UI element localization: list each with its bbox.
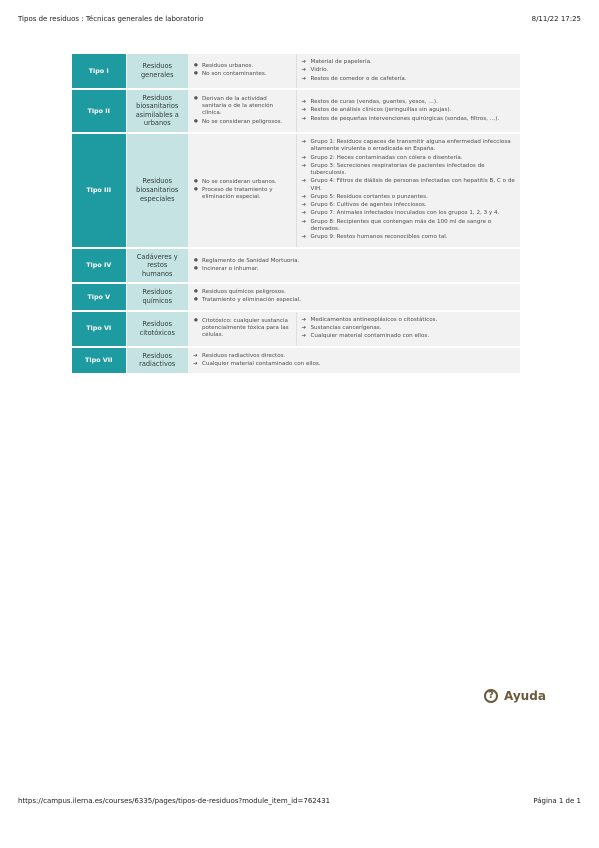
waste-type-name: Residuos generales — [126, 54, 188, 89]
example-item: ➔ Grupo 3: Secreciones respiratorias de pacientes infectados de tuberculosis. — [302, 163, 516, 178]
table-row — [72, 347, 520, 375]
description-item: ● Proceso de tratamiento y eliminación especial. — [193, 187, 291, 202]
waste-type-examples — [296, 133, 520, 247]
example-item: ➔ Grupo 2: Heces contaminadas con cólera o disentería. — [302, 155, 516, 162]
description-item: ● No se consideran peligrosos. — [193, 119, 291, 126]
description-item: ● Tratamiento y eliminación especial. — [193, 297, 515, 304]
print-footer-page: Página 1 de 1 — [533, 797, 581, 805]
waste-type-name: Residuos citotóxicos — [126, 311, 188, 347]
example-item: ➔ Grupo 9: Restos humanos reconocibles como tal. — [302, 234, 516, 241]
example-item: ➔ Restos de pequeñas intervenciones quirúrgicas (sondas, filtros, …). — [302, 116, 516, 123]
description-item: ● Residuos urbanos. — [193, 63, 291, 70]
description-item: ● Reglamento de Sanidad Mortuoria. — [193, 258, 515, 265]
examples-list — [302, 139, 516, 241]
examples-list — [302, 59, 516, 83]
waste-type-description — [188, 248, 520, 284]
waste-type-code: Tipo VI — [72, 311, 126, 347]
description-item: ● No se consideran urbanos. — [193, 179, 291, 186]
description-item: ● Citotóxico: cualquier sustancia potencialmente tóxica para las células. — [193, 318, 291, 340]
waste-type-description — [188, 89, 296, 133]
example-item: ➔ Grupo 1: Residuos capaces de transmitir alguna enfermedad infecciosa altamente virulenta o erradicada en España. — [302, 139, 516, 154]
description-item: ➔ Residuos radiactivos directos. — [193, 353, 515, 360]
description-list — [193, 289, 515, 305]
waste-type-examples — [296, 54, 520, 89]
table-row — [72, 89, 520, 133]
waste-type-name: Cadáveres y restos humanos — [126, 248, 188, 284]
waste-type-name: Residuos biosanitarios asimilables a urbanos — [126, 89, 188, 133]
waste-type-code: Tipo I — [72, 54, 126, 89]
waste-type-examples — [296, 311, 520, 347]
example-item: ➔ Grupo 5: Residuos cortantes o punzantes. — [302, 194, 516, 201]
waste-types-table — [72, 54, 520, 375]
waste-type-description — [188, 311, 296, 347]
description-item: ➔ Cualquier material contaminado con ellos. — [193, 361, 515, 368]
description-list — [193, 179, 291, 202]
example-item: ➔ Grupo 7: Animales infectados inoculados con los grupos 1, 2, 3 y 4. — [302, 210, 516, 217]
example-item: ➔ Restos de curas (vendas, guantes, yesos, …). — [302, 99, 516, 106]
example-item: ➔ Vidrio. — [302, 67, 516, 74]
waste-type-name: Residuos químicos — [126, 283, 188, 311]
print-footer-url: https://campus.ilerna.es/courses/6335/pages/tipos-de-residuos?module_item_id=762431 — [18, 797, 331, 805]
description-list — [193, 318, 291, 340]
description-list — [193, 353, 515, 369]
description-item: ● Derivan de la actividad sanitaria o de la atención clínica. — [193, 96, 291, 118]
table-row — [72, 133, 520, 247]
help-label: Ayuda — [504, 689, 546, 703]
example-item: ➔ Cualquier material contaminado con ellos. — [302, 333, 516, 340]
example-item: ➔ Grupo 6: Cultivos de agentes infecciosos. — [302, 202, 516, 209]
description-item: ● No son contaminantes. — [193, 71, 291, 78]
print-header-datetime: 8/11/22 17:25 — [531, 15, 581, 23]
table-row — [72, 54, 520, 89]
help-button[interactable] — [484, 689, 546, 703]
example-item: ➔ Medicamentos antineoplásicos o citostáticos. — [302, 317, 516, 324]
description-list — [193, 63, 291, 79]
waste-type-description — [188, 133, 296, 247]
print-header-title: Tipos de residuos : Técnicas generales de laboratorio — [18, 15, 204, 23]
table-row — [72, 311, 520, 347]
example-item: ➔ Restos de análisis clínicos (jeringuillas sin agujas). — [302, 107, 516, 114]
example-item: ➔ Grupo 8: Recipientes que contengan más de 100 ml de sangre o derivados. — [302, 219, 516, 234]
table-row — [72, 248, 520, 284]
waste-type-name: Residuos radiactivos — [126, 347, 188, 375]
waste-type-code: Tipo II — [72, 89, 126, 133]
examples-list — [302, 317, 516, 341]
question-circle-icon: ? — [484, 689, 498, 703]
examples-list — [302, 99, 516, 123]
waste-type-description — [188, 347, 520, 375]
waste-type-description — [188, 54, 296, 89]
description-item: ● Residuos químicos peligrosos. — [193, 289, 515, 296]
waste-type-code: Tipo V — [72, 283, 126, 311]
description-list — [193, 258, 515, 274]
waste-type-name: Residuos biosanitarios especiales — [126, 133, 188, 247]
description-list — [193, 96, 291, 126]
table-row — [72, 283, 520, 311]
example-item: ➔ Grupo 4: Filtros de diálisis de personas infectadas con hepatitis B, C o de VIH. — [302, 178, 516, 193]
waste-type-examples — [296, 89, 520, 133]
waste-type-code: Tipo III — [72, 133, 126, 247]
example-item: ➔ Material de papelería. — [302, 59, 516, 66]
example-item: ➔ Restos de comedor o de cafetería. — [302, 76, 516, 83]
description-item: ● Incinerar o inhumar. — [193, 266, 515, 273]
waste-type-code: Tipo VII — [72, 347, 126, 375]
example-item: ➔ Sustancias cancerígenas. — [302, 325, 516, 332]
waste-type-code: Tipo IV — [72, 248, 126, 284]
waste-types-table-body — [72, 54, 520, 374]
waste-type-description — [188, 283, 520, 311]
